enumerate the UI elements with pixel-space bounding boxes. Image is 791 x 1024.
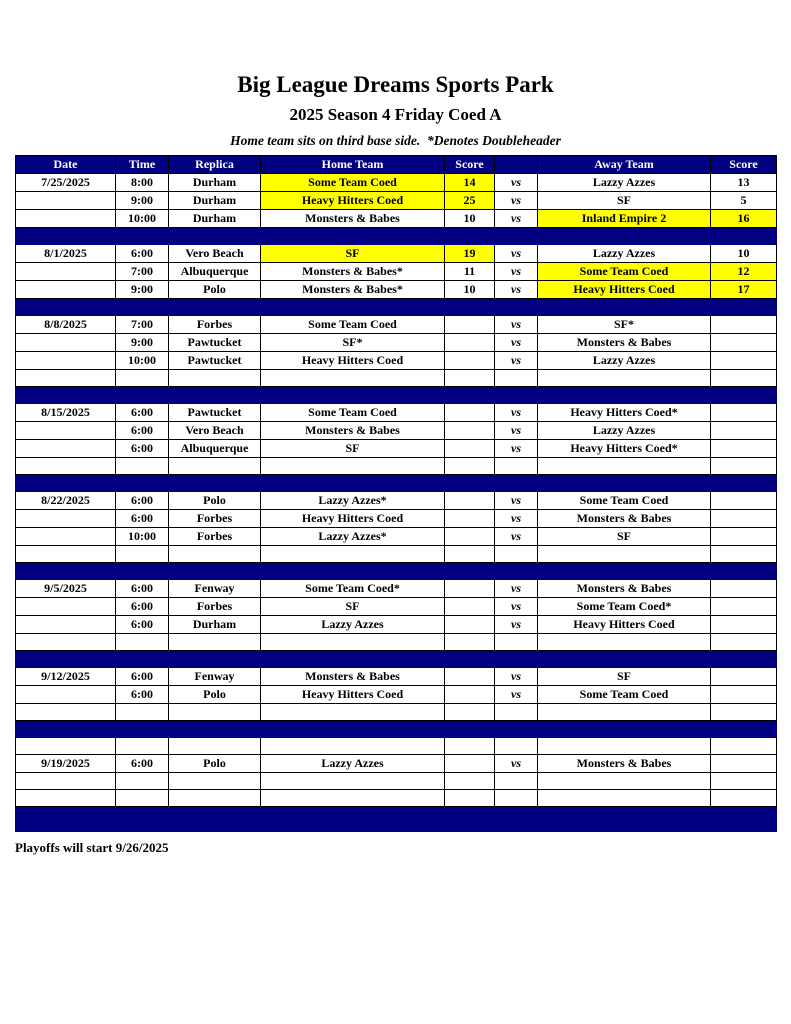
home-score-cell	[445, 668, 495, 686]
vs-cell: vs	[495, 352, 538, 370]
home-team-cell: Monsters & Babes	[261, 668, 445, 686]
empty-cell	[16, 773, 116, 790]
separator-row	[16, 651, 777, 668]
time-cell: 6:00	[116, 422, 169, 440]
home-team-cell: Lazzy Azzes	[261, 755, 445, 773]
replica-cell: Vero Beach	[169, 245, 261, 263]
home-score-cell	[445, 334, 495, 352]
separator-band	[16, 299, 777, 316]
date-cell	[16, 263, 116, 281]
home-score-cell	[445, 580, 495, 598]
empty-cell	[116, 738, 169, 755]
away-score-cell: 16	[711, 210, 777, 228]
empty-cell	[711, 738, 777, 755]
date-cell	[16, 210, 116, 228]
time-cell: 6:00	[116, 492, 169, 510]
game-row	[16, 210, 777, 228]
home-team-cell: Monsters & Babes	[261, 210, 445, 228]
empty-cell	[495, 370, 538, 387]
away-team-cell: Monsters & Babes	[538, 334, 711, 352]
replica-cell: Polo	[169, 492, 261, 510]
away-score-cell	[711, 528, 777, 546]
empty-cell	[116, 458, 169, 475]
empty-cell	[495, 546, 538, 563]
separator-row	[16, 387, 777, 404]
away-team-cell: Monsters & Babes	[538, 510, 711, 528]
away-score-cell	[711, 440, 777, 458]
game-row	[16, 580, 777, 598]
date-cell: 8/8/2025	[16, 316, 116, 334]
empty-row	[16, 790, 777, 807]
away-team-cell: SF	[538, 192, 711, 210]
vs-cell: vs	[495, 263, 538, 281]
date-cell	[16, 686, 116, 704]
game-row	[16, 334, 777, 352]
game-row	[16, 528, 777, 546]
date-cell	[16, 352, 116, 370]
away-team-cell: Monsters & Babes	[538, 755, 711, 773]
empty-cell	[538, 634, 711, 651]
replica-cell: Durham	[169, 616, 261, 634]
empty-cell	[538, 546, 711, 563]
empty-cell	[16, 370, 116, 387]
game-row	[16, 404, 777, 422]
doubleheader-note: Home team sits on third base side. *Denotes Doubleheader	[230, 133, 561, 148]
game-row	[16, 440, 777, 458]
date-cell	[16, 528, 116, 546]
vs-cell: vs	[495, 528, 538, 546]
date-cell: 8/15/2025	[16, 404, 116, 422]
away-team-cell: Lazzy Azzes	[538, 352, 711, 370]
game-row	[16, 352, 777, 370]
empty-cell	[538, 458, 711, 475]
home-team-cell: Some Team Coed	[261, 174, 445, 192]
empty-cell	[16, 634, 116, 651]
replica-cell: Polo	[169, 686, 261, 704]
empty-cell	[495, 790, 538, 807]
away-team-cell: SF*	[538, 316, 711, 334]
separator-row	[16, 563, 777, 580]
away-score-cell: 5	[711, 192, 777, 210]
home-team-cell: Lazzy Azzes	[261, 616, 445, 634]
replica-cell: Fenway	[169, 668, 261, 686]
away-score-cell	[711, 492, 777, 510]
home-score-cell: 10	[445, 210, 495, 228]
date-cell	[16, 510, 116, 528]
date-cell: 9/19/2025	[16, 755, 116, 773]
column-header-away-team: Away Team	[538, 156, 711, 174]
home-score-cell	[445, 616, 495, 634]
time-cell: 6:00	[116, 404, 169, 422]
column-header-vs	[495, 156, 538, 174]
separator-row	[16, 299, 777, 316]
empty-cell	[445, 634, 495, 651]
empty-row	[16, 458, 777, 475]
home-score-cell	[445, 492, 495, 510]
home-team-cell: Some Team Coed	[261, 404, 445, 422]
empty-cell	[711, 370, 777, 387]
time-cell: 9:00	[116, 334, 169, 352]
home-team-cell: Heavy Hitters Coed	[261, 686, 445, 704]
time-cell: 10:00	[116, 352, 169, 370]
column-header-replica: Replica	[169, 156, 261, 174]
replica-cell: Albuquerque	[169, 440, 261, 458]
time-cell: 6:00	[116, 510, 169, 528]
home-team-cell: Monsters & Babes*	[261, 263, 445, 281]
empty-cell	[261, 634, 445, 651]
empty-cell	[116, 634, 169, 651]
date-cell	[16, 422, 116, 440]
away-score-cell	[711, 686, 777, 704]
vs-cell: vs	[495, 755, 538, 773]
game-row	[16, 316, 777, 334]
home-team-cell: Lazzy Azzes*	[261, 528, 445, 546]
home-team-cell: Monsters & Babes*	[261, 281, 445, 299]
replica-cell: Pawtucket	[169, 334, 261, 352]
page-title: Big League Dreams Sports Park	[237, 72, 554, 97]
time-cell: 6:00	[116, 668, 169, 686]
vs-cell: vs	[495, 440, 538, 458]
away-score-cell	[711, 755, 777, 773]
date-cell: 9/12/2025	[16, 668, 116, 686]
empty-cell	[538, 370, 711, 387]
away-team-cell: SF	[538, 528, 711, 546]
empty-cell	[261, 370, 445, 387]
vs-cell: vs	[495, 580, 538, 598]
empty-cell	[711, 546, 777, 563]
empty-cell	[169, 370, 261, 387]
time-cell: 10:00	[116, 528, 169, 546]
empty-cell	[445, 458, 495, 475]
away-score-cell	[711, 668, 777, 686]
away-score-cell	[711, 334, 777, 352]
home-score-cell	[445, 316, 495, 334]
replica-cell: Fenway	[169, 580, 261, 598]
empty-cell	[261, 458, 445, 475]
time-cell: 7:00	[116, 263, 169, 281]
separator-row	[16, 475, 777, 492]
vs-cell: vs	[495, 174, 538, 192]
replica-cell: Pawtucket	[169, 352, 261, 370]
away-team-cell: Lazzy Azzes	[538, 245, 711, 263]
date-cell	[16, 598, 116, 616]
home-score-cell	[445, 422, 495, 440]
empty-cell	[261, 738, 445, 755]
empty-cell	[495, 773, 538, 790]
vs-cell: vs	[495, 668, 538, 686]
schedule-table	[15, 155, 777, 832]
empty-cell	[116, 704, 169, 721]
home-score-cell	[445, 528, 495, 546]
empty-cell	[711, 773, 777, 790]
away-score-cell: 12	[711, 263, 777, 281]
column-header-date: Date	[16, 156, 116, 174]
empty-cell	[116, 790, 169, 807]
time-cell: 7:00	[116, 316, 169, 334]
empty-cell	[538, 773, 711, 790]
empty-cell	[261, 773, 445, 790]
time-cell: 6:00	[116, 598, 169, 616]
home-score-cell	[445, 352, 495, 370]
empty-cell	[16, 790, 116, 807]
time-cell: 8:00	[116, 174, 169, 192]
empty-cell	[169, 458, 261, 475]
away-score-cell	[711, 422, 777, 440]
empty-cell	[445, 790, 495, 807]
separator-band	[16, 807, 777, 832]
date-cell	[16, 440, 116, 458]
separator-band	[16, 651, 777, 668]
replica-cell: Polo	[169, 281, 261, 299]
empty-cell	[495, 458, 538, 475]
away-team-cell: Inland Empire 2	[538, 210, 711, 228]
home-team-cell: Some Team Coed	[261, 316, 445, 334]
home-team-cell: SF	[261, 598, 445, 616]
empty-cell	[16, 546, 116, 563]
date-cell: 7/25/2025	[16, 174, 116, 192]
empty-row	[16, 634, 777, 651]
replica-cell: Forbes	[169, 316, 261, 334]
away-score-cell: 13	[711, 174, 777, 192]
separator-band	[16, 563, 777, 580]
away-team-cell: Some Team Coed*	[538, 598, 711, 616]
game-row	[16, 263, 777, 281]
vs-cell: vs	[495, 492, 538, 510]
empty-row	[16, 546, 777, 563]
home-score-cell	[445, 755, 495, 773]
empty-cell	[116, 546, 169, 563]
home-score-cell: 10	[445, 281, 495, 299]
vs-cell: vs	[495, 192, 538, 210]
time-cell: 9:00	[116, 192, 169, 210]
replica-cell: Vero Beach	[169, 422, 261, 440]
away-score-cell	[711, 580, 777, 598]
empty-row	[16, 704, 777, 721]
home-team-cell: Some Team Coed*	[261, 580, 445, 598]
time-cell: 6:00	[116, 616, 169, 634]
vs-cell: vs	[495, 245, 538, 263]
empty-cell	[445, 704, 495, 721]
empty-cell	[495, 704, 538, 721]
away-score-cell	[711, 316, 777, 334]
away-team-cell: Heavy Hitters Coed	[538, 616, 711, 634]
game-row	[16, 598, 777, 616]
replica-cell: Pawtucket	[169, 404, 261, 422]
empty-row	[16, 773, 777, 790]
empty-cell	[116, 370, 169, 387]
home-score-cell	[445, 510, 495, 528]
home-score-cell: 19	[445, 245, 495, 263]
vs-cell: vs	[495, 281, 538, 299]
time-cell: 6:00	[116, 686, 169, 704]
game-row	[16, 686, 777, 704]
game-row	[16, 174, 777, 192]
time-cell: 6:00	[116, 440, 169, 458]
time-cell: 6:00	[116, 580, 169, 598]
replica-cell: Polo	[169, 755, 261, 773]
separator-row	[16, 228, 777, 245]
home-score-cell: 11	[445, 263, 495, 281]
home-score-cell: 14	[445, 174, 495, 192]
game-row	[16, 245, 777, 263]
home-score-cell	[445, 598, 495, 616]
away-team-cell: Heavy Hitters Coed*	[538, 440, 711, 458]
away-team-cell: Some Team Coed	[538, 492, 711, 510]
game-row	[16, 492, 777, 510]
empty-cell	[169, 704, 261, 721]
home-team-cell: SF	[261, 245, 445, 263]
away-score-cell	[711, 598, 777, 616]
empty-cell	[538, 738, 711, 755]
replica-cell: Forbes	[169, 598, 261, 616]
date-cell	[16, 616, 116, 634]
home-team-cell: SF*	[261, 334, 445, 352]
date-cell	[16, 281, 116, 299]
empty-cell	[445, 738, 495, 755]
away-score-cell: 17	[711, 281, 777, 299]
vs-cell: vs	[495, 422, 538, 440]
home-score-cell	[445, 686, 495, 704]
home-team-cell: Monsters & Babes	[261, 422, 445, 440]
time-cell: 6:00	[116, 755, 169, 773]
away-team-cell: SF	[538, 668, 711, 686]
game-row	[16, 755, 777, 773]
vs-cell: vs	[495, 598, 538, 616]
empty-cell	[711, 790, 777, 807]
date-cell	[16, 192, 116, 210]
separator-band	[16, 228, 777, 245]
away-team-cell: Lazzy Azzes	[538, 422, 711, 440]
empty-row	[16, 370, 777, 387]
away-score-cell	[711, 616, 777, 634]
empty-cell	[261, 704, 445, 721]
home-score-cell: 25	[445, 192, 495, 210]
empty-cell	[169, 773, 261, 790]
away-score-cell: 10	[711, 245, 777, 263]
vs-cell: vs	[495, 334, 538, 352]
away-score-cell	[711, 404, 777, 422]
empty-cell	[16, 738, 116, 755]
playoffs-note: Playoffs will start 9/26/2025	[15, 840, 169, 855]
replica-cell: Albuquerque	[169, 263, 261, 281]
home-team-cell: SF	[261, 440, 445, 458]
empty-cell	[711, 634, 777, 651]
game-row	[16, 192, 777, 210]
separator-row	[16, 721, 777, 738]
separator-band	[16, 475, 777, 492]
separator-band	[16, 721, 777, 738]
time-cell: 9:00	[116, 281, 169, 299]
column-header-home-score: Score	[445, 156, 495, 174]
header-row	[16, 156, 777, 174]
time-cell: 6:00	[116, 245, 169, 263]
home-score-cell	[445, 404, 495, 422]
replica-cell: Forbes	[169, 510, 261, 528]
empty-cell	[445, 546, 495, 563]
game-row	[16, 668, 777, 686]
home-team-cell: Heavy Hitters Coed	[261, 192, 445, 210]
home-team-cell: Heavy Hitters Coed	[261, 510, 445, 528]
empty-cell	[445, 370, 495, 387]
vs-cell: vs	[495, 316, 538, 334]
empty-cell	[495, 738, 538, 755]
away-team-cell: Heavy Hitters Coed*	[538, 404, 711, 422]
empty-cell	[116, 773, 169, 790]
column-header-time: Time	[116, 156, 169, 174]
away-team-cell: Lazzy Azzes	[538, 174, 711, 192]
empty-cell	[445, 773, 495, 790]
away-team-cell: Monsters & Babes	[538, 580, 711, 598]
column-header-away-score: Score	[711, 156, 777, 174]
empty-row	[16, 738, 777, 755]
empty-cell	[495, 634, 538, 651]
replica-cell: Durham	[169, 174, 261, 192]
schedule-body	[16, 174, 777, 832]
away-team-cell: Some Team Coed	[538, 686, 711, 704]
game-row	[16, 616, 777, 634]
game-row	[16, 422, 777, 440]
empty-cell	[261, 546, 445, 563]
away-score-cell	[711, 510, 777, 528]
empty-cell	[711, 704, 777, 721]
empty-cell	[169, 546, 261, 563]
empty-cell	[169, 738, 261, 755]
time-cell: 10:00	[116, 210, 169, 228]
empty-cell	[16, 458, 116, 475]
away-score-cell	[711, 352, 777, 370]
replica-cell: Durham	[169, 192, 261, 210]
empty-cell	[711, 458, 777, 475]
game-row	[16, 281, 777, 299]
date-cell	[16, 334, 116, 352]
away-team-cell: Heavy Hitters Coed	[538, 281, 711, 299]
empty-cell	[538, 704, 711, 721]
date-cell: 8/1/2025	[16, 245, 116, 263]
home-team-cell: Lazzy Azzes*	[261, 492, 445, 510]
home-score-cell	[445, 440, 495, 458]
date-cell: 9/5/2025	[16, 580, 116, 598]
empty-cell	[538, 790, 711, 807]
replica-cell: Forbes	[169, 528, 261, 546]
vs-cell: vs	[495, 616, 538, 634]
vs-cell: vs	[495, 404, 538, 422]
vs-cell: vs	[495, 510, 538, 528]
date-cell: 8/22/2025	[16, 492, 116, 510]
empty-cell	[16, 704, 116, 721]
separator-row	[16, 807, 777, 832]
separator-band	[16, 387, 777, 404]
empty-cell	[169, 790, 261, 807]
vs-cell: vs	[495, 210, 538, 228]
empty-cell	[169, 634, 261, 651]
away-team-cell: Some Team Coed	[538, 263, 711, 281]
column-header-home-team: Home Team	[261, 156, 445, 174]
home-team-cell: Heavy Hitters Coed	[261, 352, 445, 370]
page-subtitle: 2025 Season 4 Friday Coed A	[289, 105, 502, 124]
replica-cell: Durham	[169, 210, 261, 228]
game-row	[16, 510, 777, 528]
empty-cell	[261, 790, 445, 807]
vs-cell: vs	[495, 686, 538, 704]
